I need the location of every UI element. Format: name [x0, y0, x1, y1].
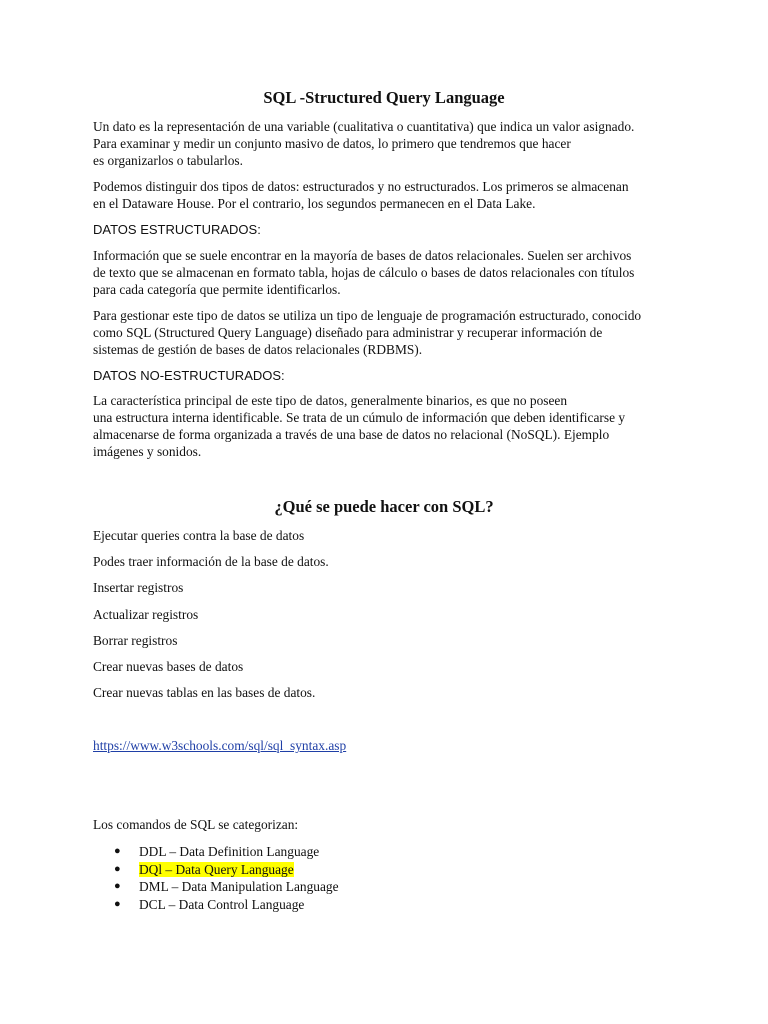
- unstructured-info-paragraph: [93, 392, 683, 460]
- bullet-icon: ●: [114, 898, 121, 911]
- capability-item: Crear nuevas bases de datos: [93, 659, 244, 674]
- bullet-icon: ●: [114, 845, 121, 857]
- types-line: Podemos distinguir dos tipos de datos: estructurados y no estructurados. Los primeros se almacenan: [93, 179, 629, 194]
- intro-line: es organizarlos o tabularlos.: [93, 153, 243, 168]
- capability-item: Insertar registros: [93, 580, 184, 595]
- structured-manage-line: Para gestionar este tipo de datos se utiliza un tipo de lenguaje de programación estructurado, conocido: [93, 308, 642, 323]
- types-line: en el Dataware House. Por el contrario, los segundos permanecen en el Data Lake.: [93, 196, 536, 211]
- command-dml: DML – Data Manipulation Language: [139, 879, 339, 895]
- structured-info-line: de texto que se almacenan en formato tabla, hojas de cálculo o bases de datos relacionales con títulos: [93, 265, 635, 280]
- bullet-icon: ●: [114, 880, 121, 893]
- unstructured-info-line: una estructura interna identificable. Se trata de un cúmulo de información que deben identificarse y: [93, 410, 626, 425]
- bullet-icon: ●: [114, 862, 121, 875]
- commands-list: [114, 843, 339, 914]
- capability-item: Crear nuevas tablas en las bases de datos.: [93, 685, 316, 700]
- structured-info-line: Información que se suele encontrar en la mayoría de bases de datos relacionales. Suelen ser archivos: [93, 248, 632, 263]
- capability-item: Borrar registros: [93, 633, 178, 648]
- command-dcl: DCL – Data Control Language: [139, 897, 305, 913]
- types-paragraph: [93, 178, 683, 212]
- w3schools-link[interactable]: https://www.w3schools.com/sql/sql_syntax.asp: [93, 738, 347, 753]
- command-dql-highlighted: DQl – Data Query Language: [139, 861, 294, 877]
- structured-info-line: para cada categoría que permite identificarlos.: [93, 282, 341, 297]
- structured-info-paragraph: [93, 247, 683, 298]
- document-title: SQL -Structured Query Language: [263, 88, 505, 107]
- structured-manage-line: como SQL (Structured Query Language) diseñado para administrar y recuperar información de: [93, 325, 603, 340]
- command-ddl: DDL – Data Definition Language: [139, 844, 320, 859]
- intro-line: Para examinar y medir un conjunto masivo de datos, lo primero que tendremos que hacer: [93, 136, 571, 151]
- intro-line: Un dato es la representación de una variable (cualitativa o cuantitativa) que indica un valor asignado.: [93, 119, 635, 134]
- unstructured-info-line: imágenes y sonidos.: [93, 444, 202, 459]
- capability-item: Ejecutar queries contra la base de datos: [93, 528, 305, 543]
- unstructured-heading: DATOS NO-ESTRUCTURADOS:: [93, 368, 285, 383]
- list-item: [114, 843, 339, 861]
- capability-item: Podes traer información de la base de datos.: [93, 554, 329, 569]
- capability-item: Actualizar registros: [93, 607, 199, 622]
- list-item: [114, 861, 339, 879]
- commands-intro: Los comandos de SQL se categorizan:: [93, 817, 299, 832]
- unstructured-info-line: La característica principal de este tipo de datos, generalmente binarios, es que no poseen: [93, 393, 568, 408]
- section-subtitle: ¿Qué se puede hacer con SQL?: [274, 497, 494, 516]
- structured-manage-paragraph: [93, 307, 683, 358]
- list-item: [114, 878, 339, 896]
- intro-paragraph: [93, 118, 683, 169]
- structured-manage-line: sistemas de gestión de bases de datos relacionales (RDBMS).: [93, 342, 423, 357]
- list-item: [114, 896, 339, 914]
- structured-heading: DATOS ESTRUCTURADOS:: [93, 222, 261, 237]
- unstructured-info-line: almacenarse de forma organizada a través de una base de datos no relacional (NoSQL). Ejemplo: [93, 427, 610, 442]
